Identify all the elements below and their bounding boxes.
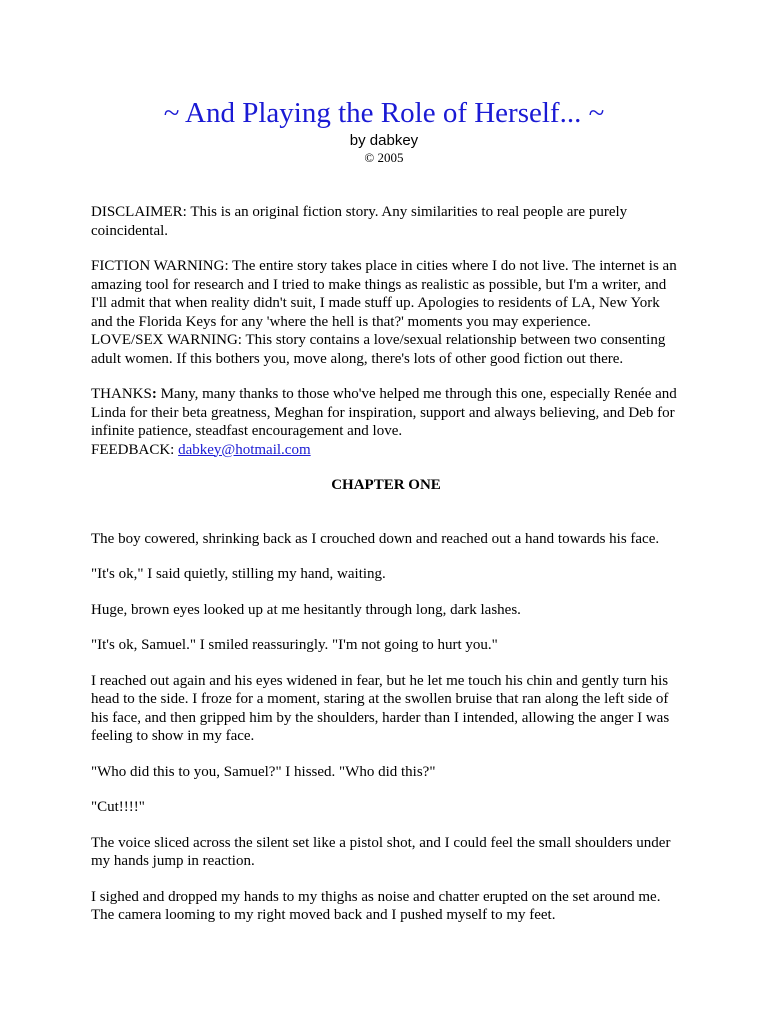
story-paragraph: The voice sliced across the silent set like a pistol shot, and I could feel the small shoulders under my hands jump in reaction. — [91, 834, 671, 869]
thanks-paragraph — [91, 385, 681, 441]
story-title: ~ And Playing the Role of Herself... ~ — [163, 97, 605, 129]
story-paragraph: The boy cowered, shrinking back as I crouched down and reached out a hand towards his face. — [91, 530, 660, 547]
love-sex-warning-paragraph: LOVE/SEX WARNING: This story contains a love/sexual relationship between two consenting adult women. If this bothers you, move along, there's lots of other good fiction out there. — [91, 332, 666, 367]
document-body — [91, 203, 681, 942]
story-paragraph: "It's ok," I said quietly, stilling my hand, waiting. — [91, 566, 386, 582]
author-byline: by dabkey — [349, 132, 419, 149]
fiction-warning-paragraph: FICTION WARNING: The entire story takes place in cities where I do not live. The internet is an amazing tool for research and I tried to make things as realistic as possible, but I'm a writer, and I'll admit that when reality didn't suit, I made stuff up. Apologies to residents of LA, New York and the Florida Keys for any 'where the hell is that?' moments you may experience. — [91, 258, 677, 330]
disclaimer-paragraph: DISCLAIMER: This is an original fiction story. Any similarities to real people are purely coincidental. — [91, 204, 628, 239]
document-header — [0, 96, 768, 166]
story-paragraph: "Cut!!!!" — [91, 799, 145, 815]
feedback-paragraph — [91, 441, 681, 460]
copyright-notice: © 2005 — [364, 150, 404, 165]
story-paragraph: "Who did this to you, Samuel?" I hissed. "Who did this?" — [91, 763, 436, 780]
feedback-label: FEEDBACK: — [91, 441, 179, 458]
story-paragraph: I sighed and dropped my hands to my thighs as noise and chatter erupted on the set around me. The camera looming to my right moved back and I pushed myself to my feet. — [91, 888, 661, 923]
thanks-label: THANKS — [91, 386, 152, 402]
story-paragraph: I reached out again and his eyes widened in fear, but he let me touch his chin and gently turn his head to the side. I froze for a moment, staring at the swollen bruise that ran along the left side of his face, and then gripped him by the shoulders, harder than I intended, allowing the anger I was feeling to show in my face. — [91, 672, 670, 744]
thanks-colon: : — [151, 386, 157, 402]
feedback-email-link[interactable]: dabkey@hotmail.com — [178, 441, 311, 458]
chapter-heading: CHAPTER ONE — [331, 477, 441, 493]
thanks-text: Many, many thanks to those who've helped me through this one, especially Renée and Linda for their beta greatness, Meghan for inspiration, support and always believing, and Deb for infinite patience, steadfast encouragement and love. — [91, 386, 677, 439]
story-paragraph: Huge, brown eyes looked up at me hesitantly through long, dark lashes. — [91, 601, 521, 618]
story-paragraph: "It's ok, Samuel." I smiled reassuringly. "I'm not going to hurt you." — [91, 637, 498, 653]
